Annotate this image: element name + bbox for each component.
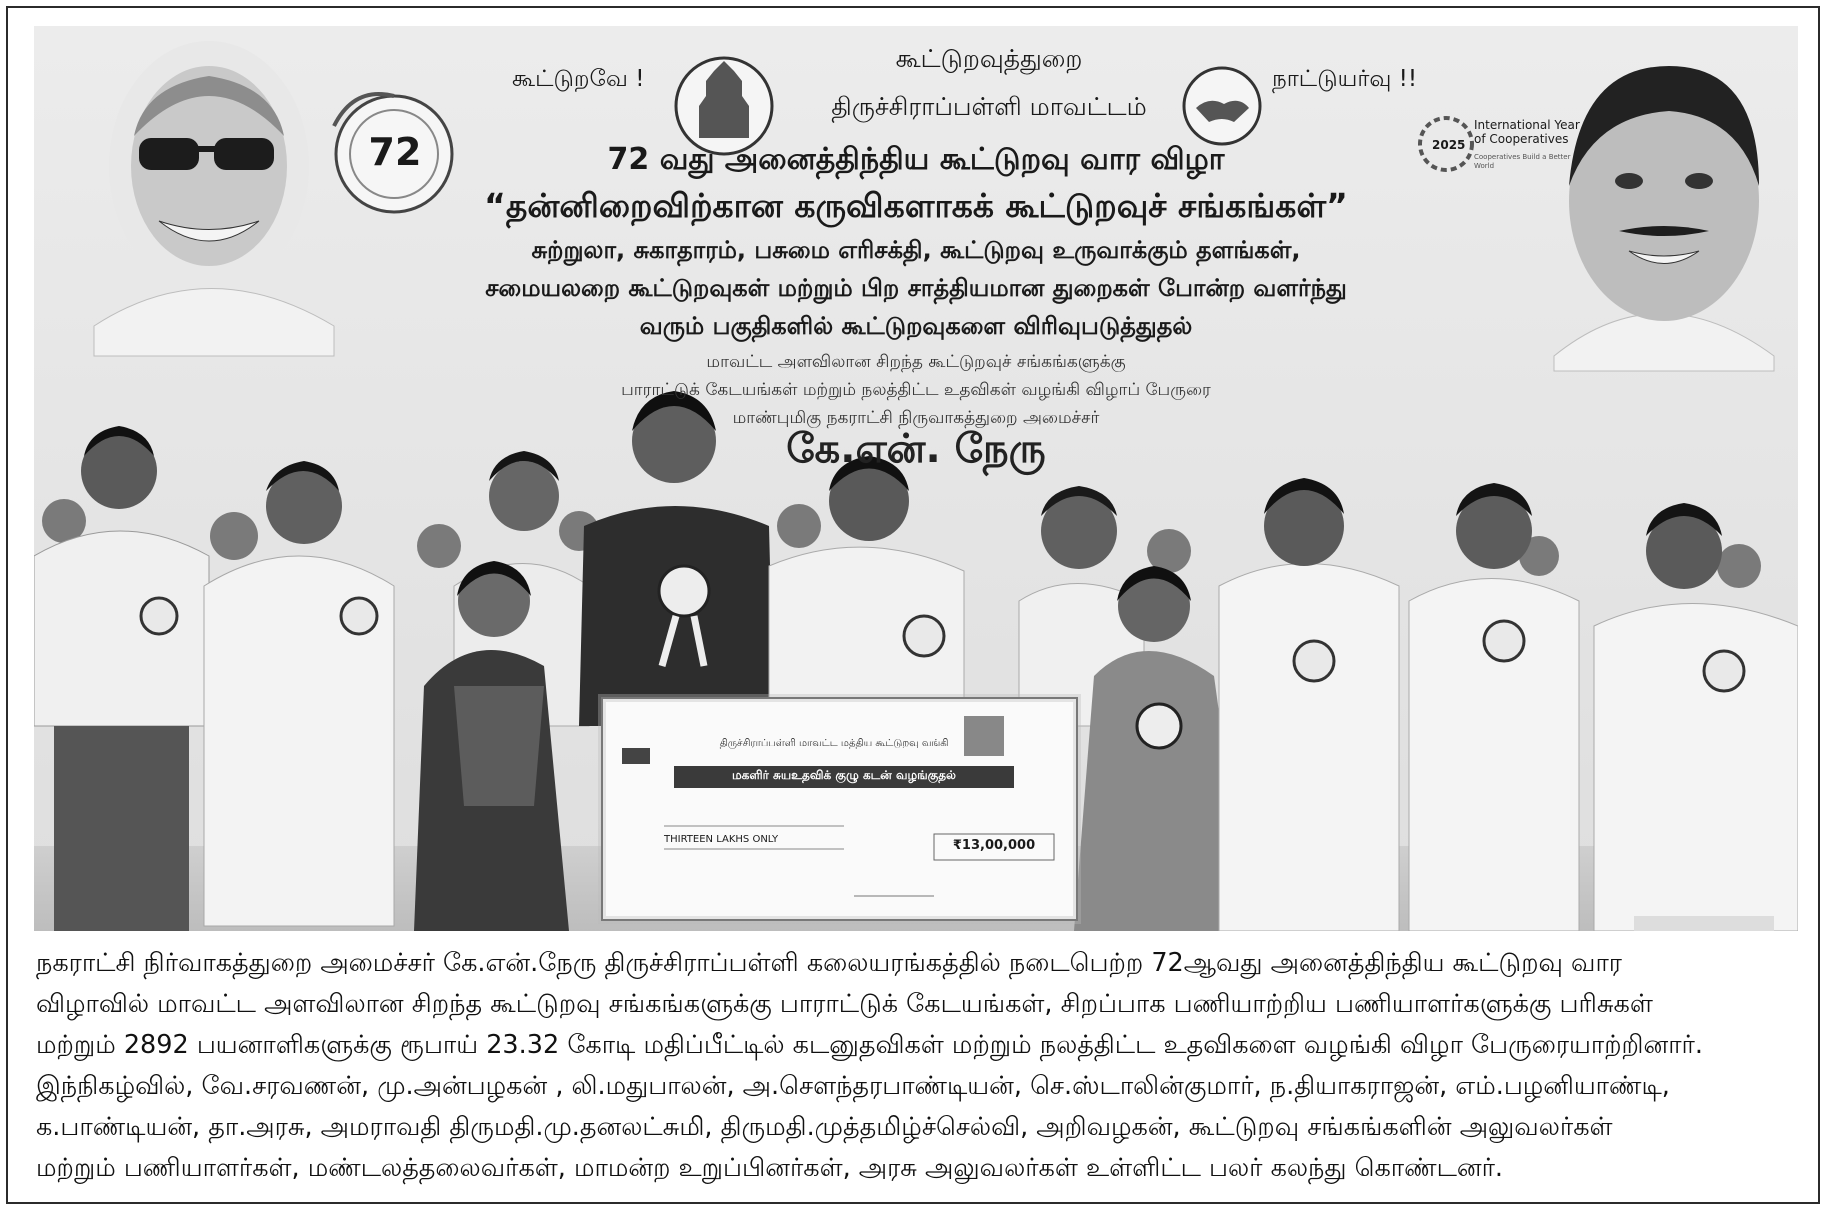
department-title: கூட்டுறவுத்துறை <box>895 44 1083 73</box>
banner-theme: “தன்னிறைவிற்கான கருவிகளாகக் கூட்டுறவுச் சங்கங்கள்” <box>484 186 1348 225</box>
minister-name-banner: கே.என். நேரு <box>786 426 1046 472</box>
caption-line-4: இந்நிகழ்வில், வே.சரவணன், மு.அன்பழகன் , லி.மதுபாலன், அ.சௌந்தரபாண்டியன், செ.ஸ்டாலின்குமார், ந.தியாகராஜன், எம்.பழனியாண்டி, <box>36 1071 1670 1101</box>
banner-small-line3: மாண்புமிகு நகராட்சி நிருவாகத்துறை அமைச்சர் <box>732 408 1100 428</box>
cheque-bank-line: திருச்சிராப்பள்ளி மாவட்ட மத்திய கூட்டுறவு வங்கி <box>719 738 949 749</box>
caption-line-3: மற்றும் 2892 பயனாளிகளுக்கு ரூபாய் 23.32 கோடி மதிப்பீட்டில் கடனுதவிகள் மற்றும் நலத்திட்ட உதவிகளை வழங்கி விழா பேருரையாற்றினார். <box>36 1030 1703 1060</box>
banner-subtitle-line3: வரும் பகுதிகளில் கூட்டுறவுகளை விரிவுபடுத்துதல் <box>639 312 1193 340</box>
slogan-right: நாட்டுயர்வு !! <box>1272 66 1418 92</box>
news-caption <box>36 943 1796 1193</box>
caption-line-5: க.பாண்டியன், தா.அரசு, அமராவதி திருமதி.மு.தனலட்சுமி, திருமதி.முத்தமிழ்ச்செல்வி, அறிவழகன், கூட்டுறவு சங்கங்களின் அலுவலர்கள் <box>36 1112 1613 1142</box>
cheque-amount: ₹13,00,000 <box>952 838 1036 853</box>
tn-government-emblem-icon <box>676 58 772 154</box>
caption-line-1: நகராட்சி நிர்வாகத்துறை அமைச்சர் கே.என்.நேரு திருச்சிராப்பள்ளி கலையரங்கத்தில் நடைபெற்ற 72ஆவது அனைத்திந்திய கூட்டுறவு வார <box>36 948 1622 978</box>
iyc-title: International Year of Cooperatives <box>1474 118 1580 146</box>
banner-subtitle-line2: சமையலறை கூட்டுறவுகள் மற்றும் பிற சாத்தியமான துறைகள் போன்ற வளர்ந்து <box>485 274 1347 302</box>
emblem-number: 72 <box>368 130 422 174</box>
cheque-scheme: மகளிர் சுயஉதவிக் குழு கடன் வழங்குதல் <box>731 768 957 782</box>
news-clipping-frame <box>6 6 1820 1204</box>
cheque-amount-words: THIRTEEN LAKHS ONLY <box>664 834 779 845</box>
banner-small-line1: மாவட்ட அளவிலான சிறந்த கூட்டுறவுச் சங்கங்களுக்கு <box>706 352 1126 372</box>
slogan-left: கூட்டுறவே ! <box>512 66 645 92</box>
caption-line-2: விழாவில் மாவட்ட அளவிலான சிறந்த கூட்டுறவு சங்கங்களுக்கு பாராட்டுக் கேடயங்கள், சிறப்பாக பணியாற்றிய பணியாளர்களுக்கு பரிசுகள் <box>36 989 1653 1019</box>
handshake-icon <box>1184 68 1260 144</box>
district-title: திருச்சிராப்பள்ளி மாவட்டம் <box>831 92 1147 121</box>
iyc-year: 2025 <box>1432 138 1466 152</box>
banner-title: 72 வது அனைத்திந்திய கூட்டுறவு வார விழா <box>607 142 1225 177</box>
ceremonial-cheque <box>602 698 1077 920</box>
event-photo <box>34 26 1798 931</box>
iyc-tagline: Cooperatives Build a Better World <box>1474 153 1571 170</box>
caption-line-6: மற்றும் பணியாளர்கள், மண்டலத்தலைவர்கள், மாமன்ற உறுப்பினர்கள், அரசு அலுவலர்கள் உள்ளிட்ட பலர் கலந்து கொண்டனர். <box>36 1153 1504 1183</box>
banner-small-line2: பாராட்டுக் கேடயங்கள் மற்றும் நலத்திட்ட உதவிகள் வழங்கி விழாப் பேருரை <box>621 380 1211 400</box>
banner-subtitle-line1: சுற்றுலா, சுகாதாரம், பசுமை எரிசக்தி, கூட்டுறவு உருவாக்கும் தளங்கள், <box>531 236 1301 264</box>
